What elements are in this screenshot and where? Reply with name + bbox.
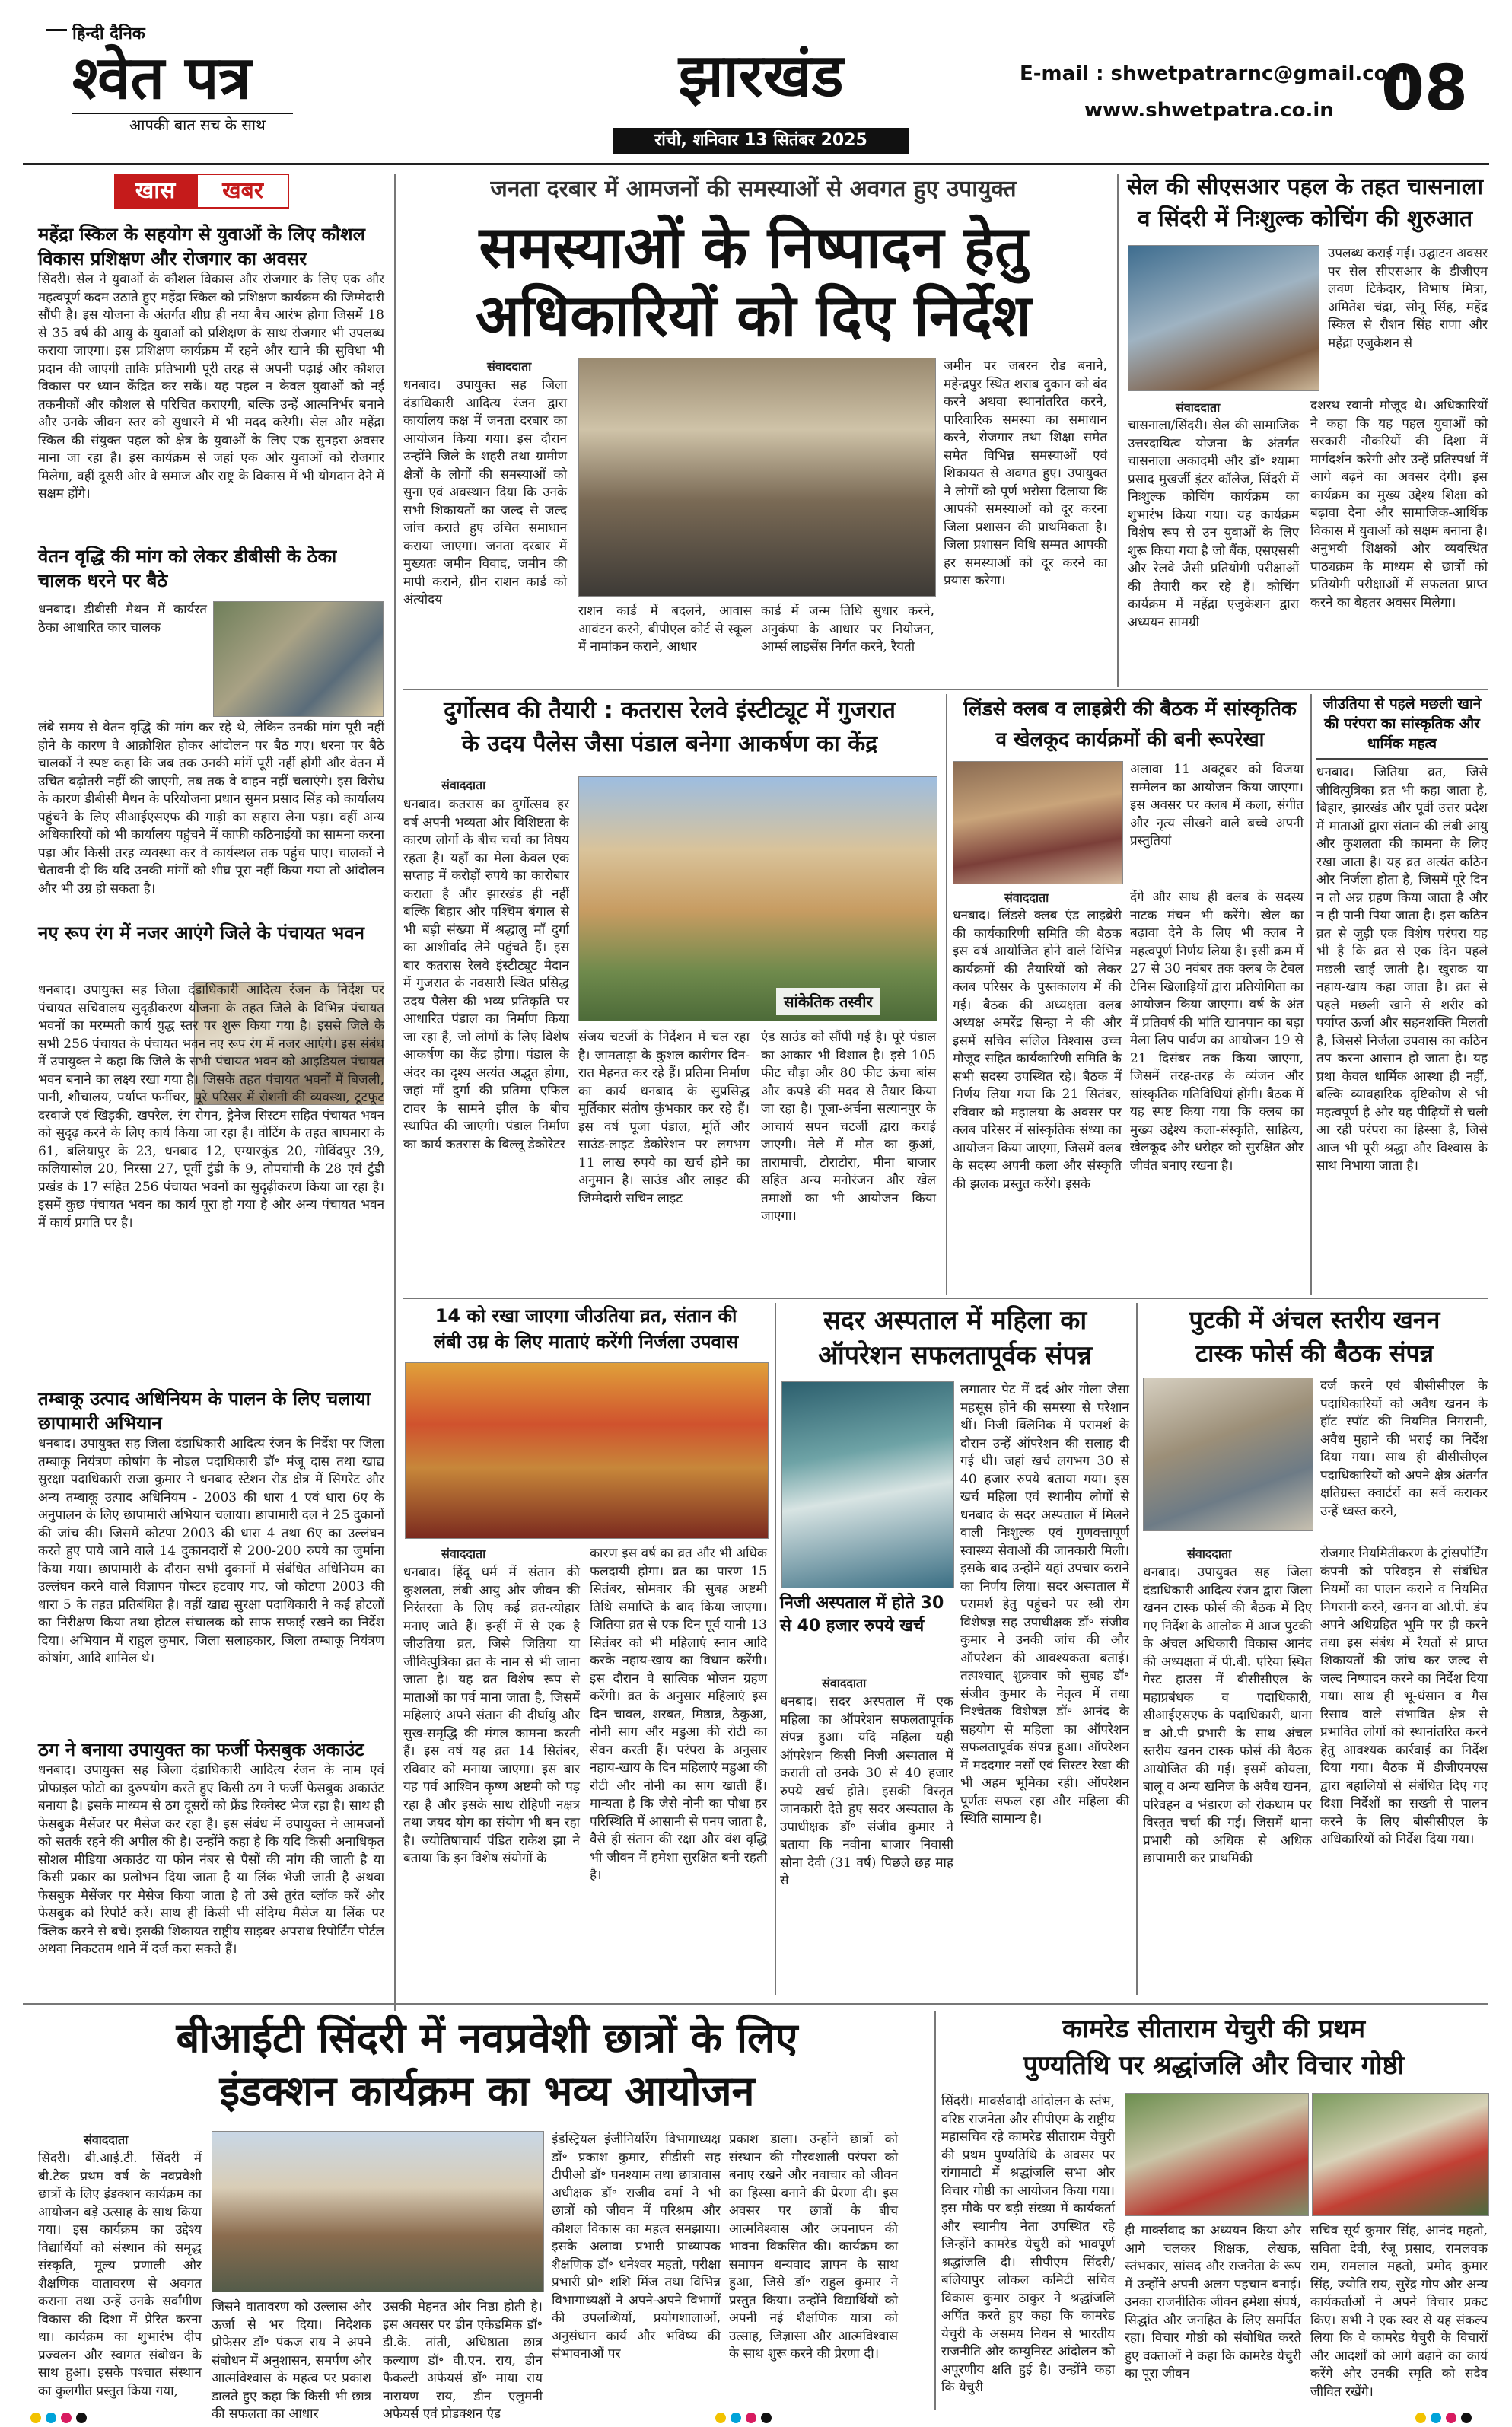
- sail-headline-2: व सिंदरी में निःशुल्क कोचिंग की शुरुआत: [1137, 205, 1473, 232]
- registration-dot: [1446, 2413, 1456, 2423]
- puttki-col-2: रोजगार नियमितीकरण के ट्रांसपोर्टिंग कंपनी को परिवहन से संबंधित नियमों का पालन कराने व नियमित निगरानी करने, खनन वा ओ.पी. डंप अपने अधिग्रहित भूमि पर ही करने तथा इस संबंध में रैयतों से प्राप्त शिकायतों की जांच कर जल्द से जल्द निष्पादन करने का निर्देश दिया गया। साथ ही भू-धंसान व गैस रिसाव वाले संभावित क्षेत्र से प्रभावित लोगों को स्थानांतरित करने हेतु आवश्यक कार्रवाई का निर्देश दिया गया। बैठक में डीजीएमएस द्वारा बहालियों से संबंधित दिए गए दिशा निर्देशों का सख्ती से पालन करने के लिए बीसीसीएल के अधिकारियों को निर्देश दिया गया।: [1320, 1546, 1488, 1847]
- brief-1: [38, 222, 384, 583]
- puttki-byline: संवाददाता: [1187, 1546, 1232, 1561]
- lead-col-4-text: जमीन पर जबरन रोड बनाने, महेन्द्रपुर स्थित शराब दुकान को बंद करने अथवा स्थानांतरित करने, पारिवारिक समस्या का समाधान करने, रोजगार तथा शिक्षा समेत समेत विभिन्न समस्याओं एवं शिकायत से अवगत हुए। उपायुक्त ने लोगों को पूर्ण भरोसा दिलाया कि आपकी समस्याओं को दूर करना जिला प्रशासन की प्राथमिकता है। जिला प्रशासन विधि सम्मत आपकी हर समस्याओं को दूर करने का प्रयास करेगा।: [944, 358, 1107, 588]
- durga-lions-divider: [946, 694, 947, 1295]
- hospital-headline-2: ऑपरेशन सफलतापूर्वक संपन्न: [817, 1340, 1093, 1371]
- puttki-headline-2: टास्क फोर्स की बैठक संपन्न: [1195, 1339, 1434, 1368]
- lead-byline: संवाददाता: [487, 359, 532, 374]
- hospital-col-1: धनबाद। सदर अस्पताल में एक महिला का ऑपरेशन सफलतापूर्वक संपन्न हुआ। यदि महिला यही ऑपरेशन किसी निजी अस्पताल में कराती तो उनके 30 से 40 हजार रुपये खर्च होते। इसकी विस्तृत जानकारी देते हुए सदर अस्पताल के उपाधीक्षक डॉ॰ संजीव कुमार ने बताया कि नवीना बाजार निवासी सोना देवी (31 वर्ष) पिछले छह माह से: [780, 1694, 953, 1888]
- registration-dot: [715, 2413, 726, 2423]
- yechury-col-2: ही मार्क्सवाद का अध्ययन किया और आगे चलकर शिक्षक, लेखक, स्तंभकार, सांसद और राजनेता के रूप में उन्होंने अपनी अलग पहचान बनाई। उनका राजनीतिक जीवन हमेशा संघर्ष, सिद्धांत और जनहित के लिए समर्पित रहा। विचार गोष्ठी को संबोधित करते हुए वक्ताओं ने कहा कि कामरेड येचुरी का पूरा जीवन: [1125, 2223, 1301, 2381]
- brief-title: ठग ने बनाया उपायुक्त का फर्जी फेसबुक अकाउंट: [38, 1739, 364, 1760]
- brief-title: महेंद्रा स्किल के सहयोग से युवाओं के लिए कौशल विकास प्रशिक्षण और रोजगार का अवसर: [38, 224, 365, 269]
- lead-photo-1: [578, 358, 936, 597]
- footer-color-bar-left: [30, 2413, 91, 2425]
- durga-photo-caption: सांकेतिक तस्वीर: [776, 988, 880, 1015]
- lions-jitiya-divider: [1310, 694, 1312, 1295]
- durga-photo: [578, 776, 937, 1021]
- yechury-col-1: सिंदरी। मार्क्सवादी आंदोलन के स्तंभ, वरिष्ठ राजनेता और सीपीएम के राष्ट्रीय महासचिव रहे कामरेड सीताराम येचुरी की प्रथम पुण्यतिथि के अवसर पर रांगामाटी में श्रद्धांजलि सभा और विचार गोष्ठी का आयोजन किया गया। इस मौके पर बड़ी संख्या में कार्यकर्ता और स्थानीय नेता उपस्थित रहे जिन्होंने कामरेड येचुरी को भावपूर्ण श्रद्धांजलि दी। सीपीएम सिंदरी/बलियापुर लोकल कमिटी सचिव विकास कुमार ठाकुर ने श्रद्धांजलि अर्पित करते हुए कहा कि कामरेड येचुरी के असमय निधन से भारतीय राजनीति और कम्युनिस्ट आंदोलन को अपूरणीय क्षति हुई है। उन्होंने कहा कि येचुरी: [941, 2094, 1115, 2395]
- bit-yechury-divider: [934, 2011, 936, 2410]
- brief-3-body: [38, 982, 384, 1378]
- hospital-headline-1: सदर अस्पताल में महिला का: [823, 1305, 1087, 1336]
- durga-headline-2: के उदय पैलेस जैसा पंडाल बनेगा आकर्षण का केंद्र: [461, 731, 878, 757]
- hospital-inset-title: निजी अस्पताल में होते 30 से 40 हजार रुपये खर्च: [780, 1594, 944, 1636]
- durga-byline: संवाददाता: [441, 778, 486, 792]
- section-title: झारखंड: [678, 41, 844, 110]
- bit-headline-1: बीआईटी सिंदरी में नवप्रवेशी छात्रों के लिए: [176, 2013, 798, 2062]
- lead-kicker: जनता दरबार में आमजनों की समस्याओं से अवगत हुए उपायुक्त: [490, 176, 1017, 202]
- bit-col-3: उसकी मेहनत और निष्ठा होती है। इस अवसर पर डीन एकेडमिक डॉ॰ डी.के. तांती, अधिष्ठाता छात्र कल्याण डॉ॰ वी.एन. राय, डीन फैकल्टी अफेयर्स डॉ॰ माया राय नारायण राय, डीन एलुमनी अफेयर्स एवं प्रोडक्शन एंड: [383, 2299, 543, 2422]
- registration-dot: [30, 2413, 41, 2423]
- durga-col-2: संजय चटर्जी के निर्देशन में चल रहा है। जामताड़ा के कुशल कारीगर दिन-रात मेहनत कर रहे हैं। प्रतिमा निर्माण का कार्य धनबाद के सुप्रसिद्ध मूर्तिकार संतोष कुंभकार कर रहे हैं। इस वर्ष पूजा पंडाल, मूर्ति और साउंड-लाइट डेकोरेशन पर लगभग 11 लाख रुपये का खर्च होने का अनुमान है। साउंड और लाइट की जिम्मेदारी सचिन लाइट: [578, 1030, 750, 1206]
- lions-photo: [953, 761, 1123, 884]
- center-right-divider: [1117, 174, 1119, 687]
- jitiya-col-1: धनबाद। हिंदू धर्म में संतान की कुशलता, लंबी आयु और जीवन की निरंतरता के लिए कई व्रत-त्योहार मनाए जाते हैं। इन्हीं में से एक है जीउतिया व्रत, जिसे जितिया या जीवित्पुत्रिका व्रत के नाम से भी जाना जाता है। यह व्रत विशेष रूप से माताओं का पर्व माना जाता है, जिसमें महिलाएं अपने संतान की दीर्घायु और सुख-समृद्धि की मंगल कामना करती हैं। इस वर्ष यह व्रत 14 सितंबर, रविवार को मनाया जाएगा। इस बार यह पर्व आश्विन कृष्ण अष्टमी को पड़ रहा है और इसके साथ रोहिणी नक्षत्र तथा जयद योग का संयोग भी बन रहा है। ज्योतिषाचार्य पंडित राकेश झा ने बताया कि इन विशेष संयोगों के: [403, 1565, 580, 1866]
- registration-dot: [731, 2413, 741, 2423]
- brief-2: [38, 544, 384, 593]
- bit-col-4: इंडस्ट्रियल इंजीनियरिंग विभागाध्यक्ष डॉ॰ प्रकाश कुमार, सीडीसी सह टीपीओ डॉ॰ घनश्याम तथा छात्रावास अधीक्षक डॉ॰ राजीव वर्मा ने भी छात्रों को जीवन में परिश्रम और कौशल विकास का महत्व समझाया। इसके अलावा प्रभारी प्राध्यापक शैक्षणिक डॉ॰ धनेश्वर महतो, परीक्षा प्रभारी प्रो॰ शशि मिंज तथा विभिन्न विभागाध्यक्षों ने अपने-अपने विभागों की उपलब्धियों, प्रयोगशालाओं, अनुसंधान कार्य और भविष्य की संभावनाओं पर: [552, 2132, 721, 2362]
- hospital-puttki-divider: [1136, 1303, 1138, 1995]
- lions-col-1: धनबाद। लिंडसे क्लब एंड लाइब्रेरी की कार्यकारिणी समिति की बैठक इस वर्ष आयोजित होने वाले विभिन्न कार्यक्रमों की तैयारियों को लेकर क्लब परिसर के पुस्तकालय में की गई। बैठक की अध्यक्षता क्लब अध्यक्ष अमरेंद्र सिन्हा ने की और इसमें सचिव सलिल विश्वास उच्च मौजूद सहित कार्यकारिणी समिति के सभी सदस्य उपस्थित रहे। बैठक में निर्णय लिया गया कि 21 सितंबर, रविवार को महालया के अवसर पर क्लब परिसर में सांस्कृतिक संध्या का आयोजन किया जाएगा, जिसमें क्लब के सदस्य अपनी कला और संस्कृति की झलक प्रस्तुत करेंगे। इसके: [953, 908, 1122, 1192]
- jitiya-hospital-divider: [775, 1303, 776, 1995]
- jitiya-side-body: धनबाद। जितिया व्रत, जिसे जीवित्पुत्रिका व्रत भी कहा जाता है, बिहार, झारखंड और पूर्वी उत्तर प्रदेश में माताओं द्वारा संतान की लंबी आयु और कुशलता की कामना के लिए रखा जाता है। यह व्रत अत्यंत कठिन और निर्जला होता है, जिसमें पूरे दिन न तो अन्न ग्रहण किया जाता है और न ही पानी पिया जाता है। इस कठिन व्रत से जुड़ी एक विशेष परंपरा यह भी है कि व्रत से एक दिन पहले मछली खाई जाती है। खुराक या नहाय-खाय कहा जाता है। व्रत से पहले मछली खाने से शरीर को पर्याप्त ऊर्जा और सहनशक्ति मिलती है, जिससे निर्जला उपवास का कठिन तप करना आसान हो जाता है। यह प्रथा केवल धार्मिक आस्था ही नहीं, बल्कि व्यावहारिक दृष्टिकोण से भी महत्वपूर्ण है और यह पीढ़ियों से चली आ रही परंपरा का हिस्सा है, जिसे आज भी पूरी श्रद्धा और विश्वास के साथ निभाया जाता है।: [1316, 765, 1488, 1174]
- jitiya-headline-1: 14 को रखा जाएगा जीउतिया व्रत, संतान की: [435, 1305, 737, 1327]
- brief-3: [38, 921, 384, 945]
- durga-headline-1: दुर्गोत्सव की तैयारी : कतरास रेलवे इंस्टीट्यूट में गुजरात: [444, 697, 896, 724]
- bit-photo: [212, 2131, 544, 2292]
- hospital-byline: संवाददाता: [822, 1676, 867, 1690]
- brief-body: धनबाद। उपायुक्त सह जिला दंडाधिकारी आदित्य रंजन के निर्देश पर पंचायत सचिवालय सुदृढ़ीकरण योजना के तहत जिले के विभिन्न पंचायत भवनों का मरम्मती कार्य युद्ध स्तर पर शुरू किया गया है। इससे जिले के सभी 256 पंचायत के पंचायत भवन नए रूप रंग में नजर आएंगे। इस संबंध में उपायुक्त ने कहा कि जिले के सभी पंचायत भवन को आइडियल पंचायत भवन बनाने का लक्ष्य रखा गया है। जिसके तहत पंचायत भवनों में बिजली, पानी, शौचालय, पर्याप्त फर्नीचर, पूरे परिसर में रोशनी की व्यवस्था, टूटफूट दरवाजे एवं खिड़की, खपरैल, रंग रोगन, ड्रेनेज सिस्टम सहित पंचायत भवन को सुदृढ़ करने के लिए कार्य किया जा रहा है। वोटिंग के तहत बाघमारा के 61, बलियापुर के 23, धनबाद 12, एग्यारकुंड 20, गोविंदपुर 39, कलियासोल 20, निरसा 27, पूर्वी टुंडी के 9, तोपचांची के 28 एवं टुंडी प्रखंड के 17 सहित 256 पंचायत भवनों का सुदृढ़ीकरण किया जा रहा है। इसमें कुछ पंचायत भवन का कार्य पूरा हो गया है और अन्य पंचायत भवन में कार्य प्रगति पर है।: [38, 983, 384, 1231]
- brief-title: तम्बाकू उत्पाद अधिनियम के पालन के लिए चलाया छापामारी अभियान: [38, 1388, 371, 1434]
- jitiya-side-box: [1316, 694, 1488, 1289]
- registration-dot: [1431, 2413, 1441, 2423]
- lions-top-text: अलावा 11 अक्टूबर को विजया सम्मेलन का आयोजन किया जाएगा। इस अवसर पर क्लब में कला, संगीत और नृत्य सीखने वाले बच्चे अपनी प्रस्तुतियां: [1130, 762, 1304, 849]
- sail-photo: [1128, 245, 1319, 391]
- puttki-col-1: धनबाद। उपायुक्त सह जिला दंडाधिकारी आदित्य रंजन द्वारा जिला खनन टास्क फोर्स की बैठक में दिए गए निर्देश के आलोक में आज पुटकी के अंचल अधिकारी विकास आनंद की अध्यक्षता में पी.बी. एरिया स्थित गेस्ट हाउस में बीसीसीएल के महाप्रबंधक व पदाधिकारी, सीआईएसएफ के पदाधिकारी, थाना व ओ.पी प्रभारी के साथ अंचल स्तरीय खनन टास्क फोर्स की बैठक आयोजित की गई। इसमें कोयला, बालू व अन्य खनिज के अवैध खनन, परिवहन व भंडारण को रोकथाम पर विस्तृत चर्चा की गई। जिसमें थाना प्रभारी को अधिक से अधिक छापामारी कर प्राथमिकी: [1143, 1565, 1312, 1866]
- left-col-divider: [394, 174, 396, 2011]
- hospital-photo: [781, 1381, 954, 1588]
- lead-col-1: धनबाद। उपायुक्त सह जिला दंडाधिकारी आदित्य रंजन द्वारा कार्यालय कक्ष में जनता दरबार का आयोजन किया गया। इस दौरान उन्होंने जिले के शहरी तथा ग्रामीण क्षेत्रों के लोगों की समस्याओं को सुना एवं अवस्थान दिया कि उनके सभी शिकायतों का जल्द से जल्द जांच कराते हुए उचित समाधान कराया जाएगा। जनता दरबार में मुख्यतः जमीन विवाद, जमीन की मापी कराने, ग्रीन राशन कार्ड को अंत्योदय: [403, 377, 567, 607]
- brief-body-cont: लंबे समय से वेतन वृद्धि की मांग कर रहे थे, लेकिन उनकी मांग पूरी नहीं होने के कारण वे आक्रोशित होकर आंदोलन पर बैठ गए। धरना पर बैठे चालकों ने स्पष्ट कहा कि जब तक उनकी मांगें पूरी नहीं होंगी और वेतन में उचित बढ़ोतरी नहीं की जाएगी, तब तक वे वाहन नहीं चलाएंगे। इस विरोध के कारण डीबीसी मैथन के परियोजना प्रधान सुमन प्रसाद सिंह को कार्यालय पहुंचने के लिए सीआईएसएफ की गाड़ी का सहारा लेना पड़ा। वहीं अन्य अधिकारियों को भी कार्यालय पहुंचने में काफी कठिनाईयों का सामना करना पड़ा और किसी तरह व्यवस्था कर वे कार्यस्थल तक पहुंच पाए। चालकों ने चेतावनी दी कि यदि उनकी मांगों को शीघ्र पूरा नहीं किया गया तो आंदोलन और भी उग्र हो सकता है।: [38, 720, 385, 897]
- footer-color-bar-right: [1415, 2413, 1476, 2425]
- jitiya-photo: [405, 1362, 769, 1539]
- masthead: [0, 0, 1512, 164]
- page-number: 08: [1381, 53, 1469, 125]
- lead-headline-2: अधिकारियों को दिए निर्देश: [475, 282, 1032, 349]
- yechury-headline-2: पुण्यतिथि पर श्रद्धांजलि और विचार गोष्ठी: [1023, 2050, 1405, 2081]
- khas-label: खास: [114, 174, 196, 209]
- lions-col-2: देंगे और साथ ही क्लब के सदस्य नाटक मंचन भी करेंगे। खेल का बढ़ावा देने के लिए भी क्लब ने महत्वपूर्ण निर्णय लिया है। इसी क्रम में 27 से 30 नवंबर तक क्लब के टेबल टेनिस खिलाड़ियों द्वारा प्रतियोगिता का आयोजन किया जाएगा। वर्ष के अंत में प्रतिवर्ष की भांति खानपान का बड़ा मेला लिप पार्वण का आयोजन 19 से 21 दिसंबर तक किया जाएगा, जिसमें तरह-तरह के व्यंजन और सांस्कृतिक गतिविधियां होंगी। बैठक में यह स्पष्ट किया गया कि क्लब का मुख्य उद्देश्य कला-संस्कृति, साहित्य, खेलकूद और धरोहर को सुरक्षित और जीवंत बनाए रखना है।: [1130, 890, 1304, 1174]
- bit-col-2: जिसने वातावरण को उल्लास और ऊर्जा से भर दिया। निदेशक प्रोफेसर डॉ॰ पंकज राय ने अपने संबोधन में अनुशासन, समर्पण और आत्मविश्वास के महत्व पर प्रकाश डालते हुए कहा कि किसी भी छात्र की सफलता का आधार: [212, 2299, 371, 2422]
- brief-2-body-wrap: [38, 601, 207, 715]
- puttki-photo: [1143, 1378, 1313, 1531]
- yechury-photo-1: [1125, 2093, 1309, 2216]
- row-divider-1: [403, 689, 1488, 690]
- brief-title: वेतन वृद्धि की मांग को लेकर डीबीसी के ठेका चालक धरने पर बैठे: [38, 546, 337, 591]
- registration-dot: [1415, 2413, 1426, 2423]
- registration-dot: [76, 2413, 87, 2423]
- lions-headline-1: लिंडसे क्लब व लाइब्रेरी की बैठक में सांस्कृतिक: [963, 698, 1297, 721]
- registration-dot: [1461, 2413, 1472, 2423]
- bit-byline: संवाददाता: [84, 2132, 129, 2147]
- sail-byline: संवाददाता: [1176, 400, 1221, 415]
- brief-title: नए रूप रंग में नजर आएंगे जिले के पंचायत भवन: [38, 922, 364, 944]
- brief-2-body-cont: [38, 719, 384, 913]
- lions-headline-2: व खेलकूद कार्यक्रमों की बनी रूपरेखा: [995, 728, 1265, 751]
- registration-dot: [46, 2413, 56, 2423]
- masthead-rule-top: [46, 29, 67, 31]
- brief-body: सिंदरी। सेल ने युवाओं के कौशल विकास और रोजगार के लिए एक और महत्वपूर्ण कदम उठाते हुए महेंद्रा स्किल को प्रशिक्षण कार्यक्रम की जिम्मेदारी सौंपी है। इस योजना के अंतर्गत शीघ्र ही नया बैच आरंभ होगा जिसमें 18 से 35 वर्ष की आयु के युवाओं को प्रशिक्षण के साथ रोजगार भी उपलब्ध कराया जाएगा। इस प्रशिक्षण कार्यक्रम में रहने और खाने की सुविधा भी प्रदान की जाएगी ताकि प्रतिभागी पूरी तरह से अपनी पढ़ाई और कौशल विकास पर ध्यान केंद्रित कर सकें। यह पहल न केवल युवाओं को नई तकनीकों और कौशल से परिचित कराएगी, बल्कि उन्हें आत्मनिर्भर बनाने और उनके जीवन स्तर को सुधारने में भी मदद करेगी। सेल और महेंद्रा स्किल की संयुक्त पहल को क्षेत्र के युवाओं के लिए एक सुनहरा अवसर माना जा रहा है। इस कार्यक्रम से जहां एक ओर युवाओं को रोजगार मिलेगा, वहीं दूसरी ओर वे समाज और राष्ट्र के विकास में भी योगदान देने में सक्षम होंगे।: [38, 272, 384, 502]
- masthead-divider: [23, 163, 1489, 165]
- hospital-col-2: लगातार पेट में दर्द और गोला जैसा महसूस होने की समस्या से परेशान थीं। निजी क्लिनिक में परामर्श के दौरान उन्हें ऑपरेशन की सलाह दी गई थी। जहां खर्च लगभग 30 से 40 हजार रुपये बताया गया। इस खर्च महिला एवं स्थानीय लोगों से धनबाद के सदर अस्पताल में मिलने वाली निःशुल्क एवं गुणवत्तापूर्ण स्वास्थ्य सेवाओं की जानकारी मिली। इसके बाद उन्होंने यहां उपचार कराने का निर्णय लिया। सदर अस्पताल में परामर्श हेतु पहुंचने पर स्त्री रोग विशेषज्ञ सह उपाधीक्षक डॉ॰ संजीव कुमार ने उनकी जांच की और ऑपरेशन की आवश्यकता बताई। तत्पश्चात् शुक्रवार को सुबह डॉ॰ संजीव कुमार के नेतृत्व में तथा निश्चेतक विशेषज्ञ डॉ॰ आनंद के सहयोग से महिला का ऑपरेशन सफलतापूर्वक संपन्न हुआ। ऑपरेशन में मददगार नर्सों एवं सिस्टर रेखा की भी अहम भूमिका रही। ऑपरेशन पूर्णतः सफल रहा और महिला की स्थिति सामान्य है।: [960, 1382, 1129, 1827]
- email: E-mail : shwetpatrarnc@gmail.com: [1020, 62, 1409, 85]
- sail-col-2: दशरथ रवानी मौजूद थे। अधिकारियों ने कहा कि यह पहल युवाओं को सरकारी नौकरियों की दिशा में मार्गदर्शन करेगी और उन्हें प्रतिस्पर्धा में आगे बढ़ने का अवसर देगी। इस कार्यक्रम का मुख्य उद्देश्य शिक्षा को बढ़ावा देना और सामाजिक-आर्थिक विकास में युवाओं को सक्षम बनाना है। अनुभवी शिक्षकों और व्यवस्थित पाठ्यक्रम के माध्यम से छात्रों को प्रतियोगी परीक्षाओं में सफलता प्राप्त करने का बेहतर अवसर मिलेगा।: [1310, 398, 1488, 610]
- sail-headline-1: सेल की सीएसआर पहल के तहत चासनाला: [1126, 174, 1484, 200]
- row-divider-3: [23, 2003, 1488, 2005]
- bit-headline-2: इंडक्शन कार्यक्रम का भव्य आयोजन: [219, 2066, 755, 2115]
- hospital-inset: [780, 1592, 955, 1638]
- lead-headline-1: समस्याओं के निष्पादन हेतु: [479, 213, 1028, 281]
- brief-2-photo: [213, 601, 384, 717]
- paper-logo: श्वेत पत्र: [72, 43, 252, 113]
- registration-dot: [761, 2413, 772, 2423]
- bit-col-5: प्रकाश डाला। उन्होंने छात्रों को संस्थान की गौरवशाली परंपरा को बनाए रखने और नवाचार को जीवन का हिस्सा बनाने की प्रेरणा दी। इस अवसर पर छात्रों के बीच आत्मविश्वास और अपनापन की भावना विकसित की। कार्यक्रम का समापन धन्यवाद ज्ञापन के साथ हुआ, जिसे डॉ॰ राहुल कुमार ने प्रस्तुत किया। उन्होंने विद्यार्थियों को अपनी नई शैक्षणिक यात्रा को उत्साह, जिज्ञासा और आत्मविश्वास के साथ शुरू करने की प्रेरणा दी।: [729, 2132, 898, 2362]
- khabar-label: खबर: [196, 174, 289, 209]
- durga-col-1: धनबाद। कतरास का दुर्गोत्सव हर वर्ष अपनी भव्यता और विशिष्टता के कारण लोगों के बीच चर्चा का विषय रहता है। यहाँ का मेला केवल एक सप्ताह में करोड़ों रुपये का कारोबार कराता है और झारखंड ही नहीं बल्कि बिहार और पश्चिम बंगाल से भी बड़ी संख्या में श्रद्धालु माँ दुर्गा का आशीर्वाद लेने पहुंचते हैं। इस बार कतरास रेलवे इंस्टीट्यूट मैदान में गुजरात के नवसारी स्थित प्रसिद्ध उदय पैलेस की भव्य प्रतिकृति पर आधारित पंडाल का निर्माण किया जा रहा है, जो लोगों के लिए विशेष आकर्षण का केंद्र होगा। पंडाल के अंदर का दृश्य अत्यंत अद्भुत होगा, जहां माँ दुर्गा की प्रतिमा एफिल टावर के सामने झील के बीच स्थापित की जाएगी। पंडाल निर्माण का कार्य कतरास के बिल्लू डेकोरेटर: [403, 797, 569, 1152]
- brief-5: [38, 1737, 384, 2013]
- brief-4: [38, 1387, 384, 1732]
- puttki-top-text: दर्ज करने एवं बीसीसीएल के पदाधिकारियों को अवैध खनन के हॉट स्पॉट की नियमित निगरानी, अवैध मुहाने की भराई का निर्देश दिया गया। साथ ही बीसीसीएल पदाधिकारियों को अपने क्षेत्र अंतर्गत क्षतिग्रस्त क्वार्टरों का सर्वे कराकर उन्हें ध्वस्त करने,: [1320, 1378, 1488, 1519]
- jitiya-side-title: जीउतिया से पहले मछली खाने की परंपरा का सांस्कृतिक और धार्मिक महत्व: [1316, 694, 1488, 760]
- khas-khabar-banner: [114, 174, 289, 209]
- jitiya-headline-2: लंबी उम्र के लिए माताएं करेंगी निर्जला उपवास: [433, 1331, 739, 1352]
- jitiya-byline: संवाददाता: [441, 1546, 486, 1561]
- sail-top-text: उपलब्ध कराई गई। उद्घाटन अवसर पर सेल सीएसआर के डीजीएम लवण टिकेदार, विभाष मित्रा, अमितेश चंद्रा, सोनू सिंह, महेंद्र स्किल से रौशन सिंह राणा और महेंद्रा एजुकेशन से: [1328, 246, 1488, 351]
- bit-col-1: सिंदरी। बी.आई.टी. सिंदरी में बी.टेक प्रथम वर्ष के नवप्रवेशी छात्रों के लिए इंडक्शन कार्यक्रम का आयोजन बड़े उत्साह के साथ किया गया। इस कार्यक्रम का उद्देश्य विद्यार्थियों को संस्थान की समृद्ध संस्कृति, मूल्य प्रणाली और शैक्षणिक वातावरण से अवगत कराना तथा उन्हें उनके सर्वांगीण विकास की दिशा में प्रेरित करना था। कार्यक्रम का शुभारंभ दीप प्रज्वलन और स्वागत संबोधन के साथ हुआ। इसके पश्चात संस्थान का कुलगीत प्रस्तुत किया गया,: [38, 2151, 202, 2399]
- brief-body: धनबाद। उपायुक्त सह जिला दंडाधिकारी आदित्य रंजन के निर्देश पर जिला तम्बाकू नियंत्रण कोषांग के नोडल पदाधिकारी डॉ॰ मंजू दास तथा खाद्य सुरक्षा पदाधिकारी राजा कुमार ने धनबाद स्टेशन रोड क्षेत्र में सिगरेट और अन्य तम्बाकू उत्पाद अधिनियम - 2003 की धारा 4 एवं धारा 6ए के अनुपालन के लिए छापामारी अभियान चलाया। छापामारी दल ने 25 दुकानों की जांच की। जिसमें कोटपा 2003 की धारा 4 तथा 6ए का उल्लंघन करते हुए पाये जाने वाले 14 दुकानदारों से 200-200 रुपये का जुर्माना किया गया। छापामारी के दौरान सभी दुकानों में संबंधित अधिनियम का उल्लंघन करने वाले विज्ञापन पोस्टर हटवाए गए, जो कोटपा 2003 की धारा 5 के तहत प्रतिबंधित है। वहीं खाद्य सुरक्षा पदाधिकारी ने कई होटलों का निरीक्षण किया तथा होटल संचालक को साफ सफाई रखने का निर्देश दिया। अभियान में राहुल कुमार, जिला सलाहकार, जिला तम्बाकू नियंत्रण कोषांग, आदि शामिल थे।: [38, 1436, 384, 1666]
- lions-byline: संवाददाता: [1004, 890, 1049, 905]
- slogan-rule: [72, 113, 293, 114]
- sail-col-1: चासनाला/सिंदरी। सेल की सामाजिक उत्तरदायित्व योजना के अंतर्गत चासनाला अकादमी और डॉ॰ श्यामा प्रसाद मुखर्जी इंटर कॉलेज, सिंदरी में निःशुल्क कोचिंग कार्यक्रम का शुभारंभ किया गया। यह कार्यक्रम विशेष रूप से उन युवाओं के लिए शुरू किया गया है जो बैंक, एसएससी और रेलवे जैसी प्रतियोगी परीक्षाओं की तैयारी कर रहे हैं। कोचिंग कार्यक्रम में महेंद्रा एजुकेशन द्वारा अध्ययन सामग्री: [1128, 418, 1299, 630]
- dateline: [613, 128, 909, 154]
- masthead-slogan: आपकी बात सच के साथ: [129, 116, 266, 134]
- dateline-text: रांची, शनिवार 13 सितंबर 2025: [654, 131, 867, 150]
- lead-col-2: राशन कार्ड में बदलने, आवास आवंटन करने, बीपीएल कोर्ट से स्कूल में नामांकन कराने, आधार: [578, 604, 752, 655]
- registration-dot: [746, 2413, 756, 2423]
- masthead-tagline: हिन्दी दैनिक: [72, 24, 145, 43]
- lead-col-3: कार्ड में जन्म तिथि सुधार करने, अनुकंपा के आधार पर नियोजन, आर्म्स लाइसेंस निर्गत करने, रैयती: [761, 604, 934, 655]
- registration-dot: [61, 2413, 72, 2423]
- website[interactable]: www.shwetpatra.co.in: [1084, 99, 1334, 122]
- brief-body: धनबाद। डीबीसी मैथन में कार्यरत ठेका आधारित कार चालक: [38, 602, 207, 635]
- puttki-headline-1: पुटकी में अंचल स्तरीय खनन: [1189, 1305, 1440, 1334]
- yechury-headline-1: कामरेड सीताराम येचुरी की प्रथम: [1062, 2014, 1366, 2044]
- yechury-photo-2: [1312, 2093, 1489, 2216]
- durga-col-3: एंड साउंड को सौंपी गई है। पूरे पंडाल का आकार भी विशाल है। इसे 105 फीट चौड़ा और 80 फीट ऊंचा बांस और कपड़े की मदद से तैयार किया जा रहा है। पूजा-अर्चना सत्यानपुर के आचार्य सपन चटर्जी द्वारा कराई जाएगी। मेले में मौत का कुआं, तारामाची, टोराटोरा, मीना बाजार सहित अन्य मनोरंजन और खेल तमाशों का भी आयोजन किया जाएगा।: [761, 1030, 936, 1224]
- yechury-col-3: सचिव सूर्य कुमार सिंह, आनंद महतो, सविता देवी, रंजू प्रसाद, रामलवक राम, रामलाल महतो, प्रमोद कुमार सिंह, ज्योति राय, सुरेंद्र गोप और अन्य कार्यकर्ताओं ने अपने विचार प्रकट किए। सभी ने एक स्वर से यह संकल्प लिया कि वे कामरेड येचुरी के विचारों और आदर्शों को आगे बढ़ाने का कार्य करेंगे और उनकी स्मृति को सदैव जीवित रखेंगे।: [1310, 2223, 1488, 2400]
- row-divider-2: [403, 1298, 1488, 1299]
- footer-color-bar-center: [715, 2413, 776, 2425]
- jitiya-col-2: कारण इस वर्ष का व्रत और भी अधिक फलदायी होगा। व्रत का पारण 15 सितंबर, सोमवार की सुबह अष्टमी तिथि समाप्ति के बाद किया जाएगा। जितिया व्रत से एक दिन पूर्व यानी 13 सितंबर को भी महिलाएं स्नान आदि करके नहाय-खाय का विधान करेंगी। इस दौरान वे सात्विक भोजन ग्रहण करेंगी। व्रत के अनुसार महिलाएं इस दिन चावल, शरबत, मिष्ठान्न, ठेकुआ, नोनी साग और मडुआ की रोटी का सेवन करती हैं। परंपरा के अनुसार नहाय-खाय के दिन महिलाएं मडुआ की रोटी और नोनी का साग खाती हैं। मान्यता है कि जैसे नोनी का पौधा हर परिस्थिति में आसानी से पनप जाता है, वैसे ही संतान की रक्षा और वंश वृद्धि भी जीवन में हमेशा सुरक्षित बनी रहती है।: [590, 1546, 767, 1883]
- brief-body: धनबाद। उपायुक्त सह जिला दंडाधिकारी आदित्य रंजन के नाम एवं प्रोफाइल फोटो का दुरुपयोग करते हुए किसी ठग ने फर्जी फेसबुक अकाउंट बनाया है। इसके माध्यम से ठग दूसरों को फ्रेंड रिक्वेस्ट भेज रहा है। साथ ही फेसबुक मैसेंजर पर मैसेज कर रहा है। इस संबंध में उपायुक्त ने आमजनों को सतर्क रहने की अपील की है। उन्होंने कहा है कि यदि किसी अनाधिकृत सोशल मीडिया अकाउंट या फोन नंबर से पैसों की मांग की जाती है या किसी प्रकार का प्रलोभन दिया जाता है या लिंक भेजी जाती है अथवा फेसबुक मैसेंजर पर मैसेज किया जाता है तो उसे तुरंत ब्लॉक करें और फेसबुक को रिपोर्ट करें। साथ ही किसी भी संदिग्ध मैसेज या लिंक पर क्लिक करने से बचें। इसकी शिकायत राष्ट्रीय साइबर अपराध रिपोर्टिंग पोर्टल अथवा निकटतम थाने में दर्ज करा सकते हैं।: [38, 1763, 384, 1957]
